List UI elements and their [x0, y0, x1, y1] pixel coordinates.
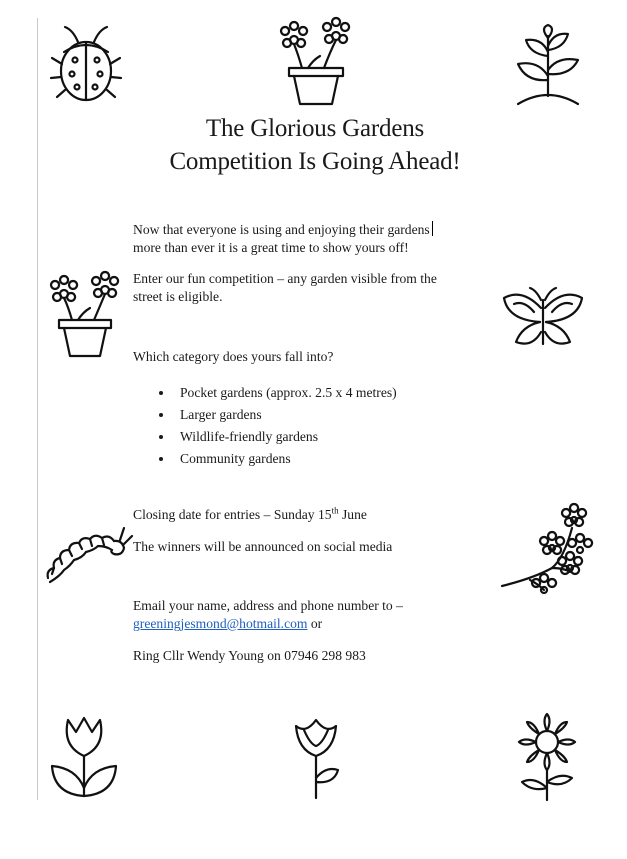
- title-line-2: Competition Is Going Ahead!: [169, 148, 461, 175]
- category-question: Which category does yours fall into?: [133, 349, 334, 364]
- email-or: or: [307, 616, 323, 631]
- rose-icon: [286, 716, 346, 800]
- email-line-1: Email your name, address and phone number to –: [133, 598, 403, 613]
- email-link[interactable]: greeningjesmond@hotmail.com: [133, 616, 308, 631]
- flower-pot-icon: [50, 276, 122, 360]
- ring-text: Ring Cllr Wendy Young on 07946 298 983: [133, 648, 366, 663]
- intro-paragraph: [133, 221, 433, 257]
- list-item: Pocket gardens (approx. 2.5 x 4 metres): [180, 382, 397, 404]
- closing-text: Closing date for entries – Sunday 15: [133, 507, 332, 522]
- intro-line-1: Now that everyone is using and enjoying their gardens: [133, 222, 430, 237]
- intro-line-2: more than ever it is a great time to show yours off!: [133, 240, 409, 255]
- flower-pot-icon: [280, 22, 356, 108]
- ladybird-icon: [48, 22, 124, 102]
- list-item: Larger gardens: [180, 404, 397, 426]
- closing-month: June: [338, 507, 367, 522]
- blossom-branch-icon: [500, 506, 590, 602]
- caterpillar-icon: [42, 518, 132, 588]
- list-item: Community gardens: [180, 448, 397, 470]
- closing-date: [133, 506, 367, 524]
- butterfly-icon: [500, 286, 586, 352]
- list-item: Wildlife-friendly gardens: [180, 426, 397, 448]
- page-title: [130, 112, 500, 178]
- enter-line-2: street is eligible.: [133, 289, 223, 304]
- winners-text: The winners will be announced on social media: [133, 539, 393, 554]
- email-paragraph: [133, 597, 403, 633]
- category-list: [133, 382, 397, 470]
- page-margin-line: [37, 18, 38, 800]
- tulip-icon: [48, 716, 120, 798]
- enter-paragraph: [133, 270, 437, 306]
- sunflower-icon: [512, 712, 582, 802]
- text-cursor: [432, 221, 433, 236]
- title-line-1: The Glorious Gardens: [205, 115, 425, 142]
- enter-line-1: Enter our fun competition – any garden visible from the: [133, 271, 437, 286]
- seedling-icon: [512, 24, 584, 108]
- closing-ordinal: th: [331, 505, 339, 516]
